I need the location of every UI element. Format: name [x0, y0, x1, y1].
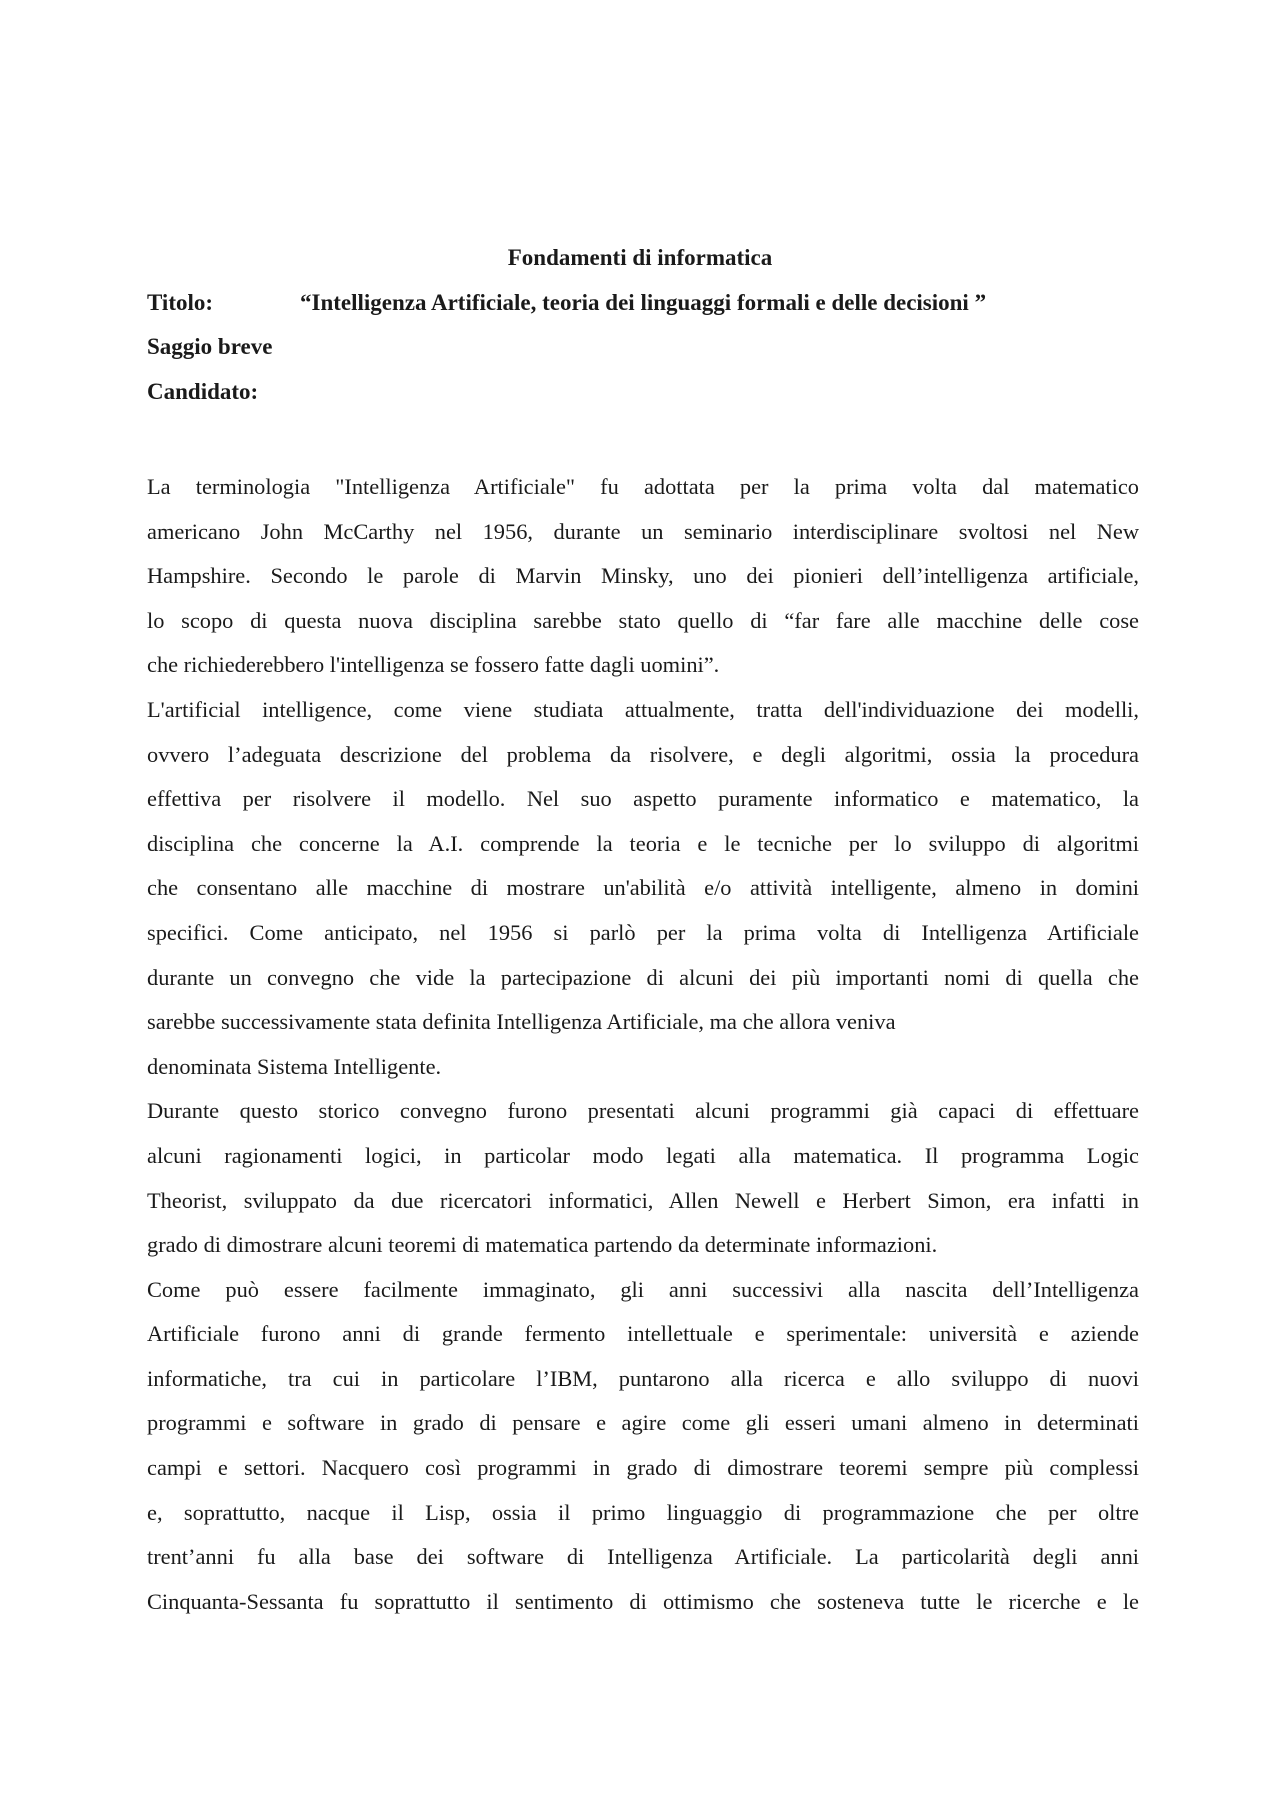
body-line: specifici. Come anticipato, nel 1956 si parlò per la prima volta di Intelligenza Artificiale	[147, 919, 1139, 945]
body-line: grado di dimostrare alcuni teoremi di matematica partendo da determinate informazioni.	[147, 1232, 938, 1258]
body-line: informatiche, tra cui in particolare l’IBM, puntarono alla ricerca e allo sviluppo di nuovi	[147, 1365, 1139, 1391]
body-line: programmi e software in grado di pensare e agire come gli esseri umani almeno in determinati	[147, 1410, 1139, 1436]
body-line: campi e settori. Nacquero così programmi in grado di dimostrare teoremi sempre più complessi	[147, 1455, 1139, 1481]
body-line: denominata Sistema Intelligente.	[147, 1053, 442, 1079]
body-line: Durante questo storico convegno furono presentati alcuni programmi già capaci di effettuare	[147, 1098, 1139, 1124]
body-line: L'artificial intelligence, come viene studiata attualmente, tratta dell'individuazione dei modelli,	[147, 696, 1139, 722]
body-line: Artificiale furono anni di grande fermento intellettuale e sperimentale: università e aziende	[147, 1321, 1139, 1347]
essay-title: “Intelligenza Artificiale, teoria dei linguaggi formali e delle decisioni ”	[300, 290, 987, 315]
body-line: Hampshire. Secondo le parole di Marvin Minsky, uno dei pionieri dell’intelligenza artificiale,	[147, 563, 1139, 589]
body-line: trent’anni fu alla base dei software di Intelligenza Artificiale. La particolarità degli anni	[147, 1544, 1139, 1570]
essay-type: Saggio breve	[147, 334, 273, 359]
body-line: ovvero l’adeguata descrizione del problema da risolvere, e degli algoritmi, ossia la procedura	[147, 741, 1139, 767]
body-line: sarebbe successivamente stata definita Intelligenza Artificiale, ma che allora veniva	[147, 1009, 896, 1035]
course-title: Fondamenti di informatica	[507, 245, 773, 270]
body-line: alcuni ragionamenti logici, in particolar modo legati alla matematica. Il programma Logic	[147, 1142, 1139, 1168]
essay-body	[147, 465, 1139, 1624]
body-line: La terminologia "Intelligenza Artificiale" fu adottata per la prima volta dal matematico	[147, 474, 1139, 499]
title-label: Titolo:	[147, 290, 214, 315]
body-line: che richiederebbero l'intelligenza se fossero fatte dagli uomini”.	[147, 652, 720, 678]
body-line: che consentano alle macchine di mostrare un'abilità e/o attività intelligente, almeno in domini	[147, 875, 1139, 901]
candidate-label: Candidato:	[147, 379, 259, 404]
body-line: disciplina che concerne la A.I. comprende la teoria e le tecniche per lo sviluppo di algoritmi	[147, 830, 1139, 856]
title-row	[147, 288, 987, 318]
body-line: lo scopo di questa nuova disciplina sarebbe stato quello di “far fare alle macchine delle cose	[147, 607, 1139, 633]
body-line: Cinquanta-Sessanta fu soprattutto il sentimento di ottimismo che sosteneva tutte le ricerche e le	[147, 1588, 1139, 1614]
body-line: Theorist, sviluppato da due ricercatori informatici, Allen Newell e Herbert Simon, era infatti in	[147, 1187, 1139, 1213]
body-line: Come può essere facilmente immaginato, gli anni successivi alla nascita dell’Intelligenza	[147, 1276, 1139, 1302]
body-line: effettiva per risolvere il modello. Nel suo aspetto puramente informatico e matematico, la	[147, 786, 1139, 812]
body-line: durante un convegno che vide la partecipazione di alcuni dei più importanti nomi di quella che	[147, 964, 1139, 990]
body-line: americano John McCarthy nel 1956, durante un seminario interdisciplinare svoltosi nel New	[147, 518, 1139, 544]
body-line: e, soprattutto, nacque il Lisp, ossia il primo linguaggio di programmazione che per oltre	[147, 1499, 1139, 1525]
